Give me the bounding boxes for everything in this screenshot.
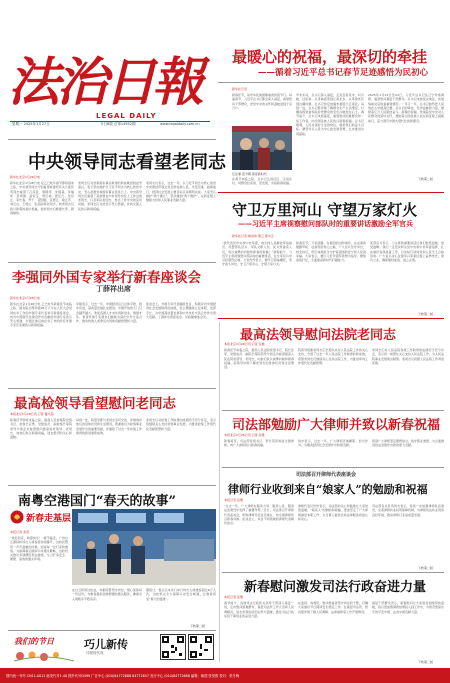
court-byline: 本报北京1月26日讯 记者 张晨 xyxy=(224,342,265,346)
promo-flowers xyxy=(14,648,74,662)
guard-body-3: 某部官兵表示，习主席的重要讲话让我们倍感温暖、倍受鼓舞。我们一定坚决听从党中央和中央军委指挥，扎实做好各项战备工作，以实际行动向党和人民交上合格答卷。广大官兵决心在强军兴军新征程上奋勇争先，建功立业，确保随时能战、战之必胜。 xyxy=(370,241,444,263)
lead-body-3: 岁末年初，总书记深入基层，走进百姓家中，问冷暖、话家常。从雪域高原到江南水乡，从革命老区到边疆村寨，总书记的足迹遍布祖国大江南北。每到一处，总书记都详细了解群众生产生活情况，叮嘱各级党委和政府把群众的安危冷暖放在心上。春节前夕，总书记来到基层，看望慰问困难群众和一线工作者，向全国各族人民致以新春祝福。总书记强调，人民对美好生活的向往，就是我们的奋斗目标。要坚持以人民为中心的发展思想，扎实推进共同富裕。 xyxy=(296,93,364,136)
procuratorate-byline: 本报北京1月26日讯 记者 董凡超 xyxy=(10,412,54,416)
inspection-body-1: 春节前夕，各地司法行政机关领导干部深入基层一线，走访慰问困难群众、基层司法所工作人员和人民调解员，送去党和政府的关怀与温暖，激发司法行政系统干事创业的奋进力量。 xyxy=(224,601,294,618)
premier-byline: 新华社北京1月26日电 xyxy=(10,296,40,300)
lead-body-2: 在春节来临之际，总书记走进社区、走进乡村，同群众拉家常、话发展，共叙新春祝福。 xyxy=(232,177,292,186)
leaders-headline: 中央领导同志看望老同志 xyxy=(28,152,226,173)
footer-text: 国内统一刊号 CN11-0012 邮发代号1-40 国外代号D499 广告中心 (010)84772688 84772657 发行中心 (010)84772688 编辑：柴国 张昊维 校对：张冬梅 xyxy=(6,674,240,678)
qr-code-2[interactable] xyxy=(188,634,214,660)
guangdong-kicker: 新春走基层 xyxy=(10,509,66,525)
issue-date: 星期一 2025年1月27日 xyxy=(12,122,50,126)
guangdong-body-3: 据统计，春运以来该口岸日均出入境旅客超过6万人次，边检机关全力保障口岸安全畅通，让旅客感受“春天的温暖”。 xyxy=(146,588,216,601)
lawyers-byline: 本报记者 张维 xyxy=(224,498,243,502)
inspection-more[interactable]: 下转第二版 xyxy=(418,660,434,664)
guard-headline: 守卫万里河山 守望万家灯火 xyxy=(232,201,418,219)
premier-body-2: 李强表示，过去一年，中国经济运行总体平稳、稳中有进，高质量发展扎实推进。中国开放的大门只会越开越大，欢迎各国人才来华创新创业、施展才华。希望外国专家朋友们继续为深化中外交流合作、推动构建人类命运共同体贡献智慧和力量。 xyxy=(76,302,142,324)
qr-code-1[interactable] xyxy=(160,634,186,660)
lawyers-body-1: “过去一年，广大律师在服务大局、服务人民、服务法治建设中发挥了重要作用。”近日，司法部召开律师代表座谈会，听取律师代表意见建议，向全国律师致以新春问候。座谈会上，来自不同领域的律师代表畅所欲言。 xyxy=(224,504,294,526)
leaders-body-1: 新华社北京1月26日电 在乙巳蛇年春节即将到来之际，中央领导同志分别看望或委托有关方面负责同志看望了江泽民、胡锦涛、朱镕基、李瑞环、吴邦国、温家宝、贾庆林、曾庆红、吴官正、李长春、罗干、贺国强、张德江、俞正声、刘云山、王岐山、张高丽等老同志，向老同志们致以新春的美好祝福，祝老同志们健康长寿、新春愉快。 xyxy=(10,181,74,216)
lead-subheadline: ——循着习近平总书记春节足迹感悟为民初心 xyxy=(258,68,429,78)
spring-icon xyxy=(10,509,24,525)
inspection-headline: 新春慰问激发司法行政奋进力量 xyxy=(244,580,427,595)
court-body-3: 老同志们对人民法院各项工作取得的成绩给予充分肯定，表示将一如既往关心支持人民法院工作，为人民法院事业发展建言献策。老同志们祝愿人民法院工作再创佳绩。 xyxy=(372,348,444,365)
premier-subheadline: 丁薛祥出席 xyxy=(96,284,131,293)
promo-title: 巧儿新传 xyxy=(84,638,128,651)
lawyers-more[interactable]: 下转第二版 xyxy=(418,566,434,570)
justice-body-3: 希望广大律师坚定理想信念，恪守职业道德，为全面推进依法治国作出新的更大贡献。 xyxy=(372,439,444,448)
masthead-english: LEGAL DAILY xyxy=(96,112,157,120)
court-body-1: 新春佳节来临之际，最高人民法院党组书记、院长张军，党组成员、副院长等院领导分别走访看望最高人民法院老领导、老同志，向他们致以诚挚问候和新春祝福。院领导详细了解老同志的身体状况和生活情况。 xyxy=(224,348,294,370)
promo-subtitle: 评剧现代戏 xyxy=(86,651,104,655)
justice-body-2: 信中表示，过去一年，广大律师忠诚履职、担当作为，为服务经济社会发展作出积极贡献。 xyxy=(298,439,368,448)
premier-body-1: 新华社北京1月26日电 乙巳蛇年新春佳节来临之际，国务院总理李强26日下午在人民大会堂同在华工作的外国专家代表举行新春座谈会，向为中国现代化建设作出贡献的外国专家表示衷心感谢，并通过他们向在华工作的所有外国专家及家属致以新春祝福。 xyxy=(10,302,72,328)
leaders-body-3: 老同志们表示，过去一年，以习近平同志为核心的党中央团结带领全党全国各族人民，攻坚克难、砥砺前行，经济社会发展主要目标任务顺利完成。大家衷心拥护“两个确立”，坚决做到“两个维护”，在新征程上继续为党和人民事业贡献力量。 xyxy=(146,181,216,203)
lead-more[interactable]: 下转第二版 xyxy=(418,177,434,181)
guangdong-photo xyxy=(72,509,216,585)
guard-more[interactable]: 下转第二版 xyxy=(418,312,434,316)
guangdong-body-2: 在白云机场边检站，执勤民警坚守岗位，细心查验每一份证件，为旅客提供高效便捷的通关服务，确保出入境秩序平稳有序。 xyxy=(72,588,142,601)
footer-bar xyxy=(0,668,450,683)
leaders-body-2: 老同志们对党和国家事业取得的新成就感到由衷高兴，表示坚决拥护以习近平同志为核心的党中央，衷心祝愿党和国家事业蒸蒸日上。中央领导同志还看望了其他曾在中央领导岗位上工作过的老同志，以及军队老同志，转达了党中央的亲切问候。老同志们对此表示衷心感谢，并向全国人民致以新春祝福。 xyxy=(78,181,142,211)
lead-photo xyxy=(232,126,292,170)
procuratorate-body-2: 每到一处，院领导都与老同志亲切交谈，详细询问他们的身体状况和生活情况，感谢他们为检察事业发展作出的重要贡献，并通报了过去一年检察工作取得的新进展新成效。 xyxy=(76,418,142,435)
lawyers-headline: 律师行业收到来自“娘家人”的勉励和祝福 xyxy=(228,483,428,496)
website[interactable]: www.legaldaily.com.cn xyxy=(160,122,200,126)
guard-subheadline: ——习近平主席视察慰问部队时的重要讲话激励全军官兵 xyxy=(238,219,413,228)
guard-body-2: 新春佳节，万家团圆。在祖国的边防哨所、在远海的舰艇甲板、在高原的雪山之巅，广大官兵坚守岗位，枕戈待旦，用忠诚和担当守护着祖国的安宁和人民的幸福。大家表示，要以习近平强军思想为指导，聚焦备战打仗，全面提高新时代打赢能力。 xyxy=(296,241,366,263)
procuratorate-body-3: 老同志们对检察工作取得的成绩给予充分肯定，表示将继续关心支持检察事业发展，为推进检察工作现代化贡献智慧和力量。 xyxy=(146,418,216,431)
lawyers-kicker: 司法部召开律师代表座谈会 xyxy=(296,472,357,478)
issue-info: 今日8版 总第14952期 xyxy=(100,122,136,126)
procuratorate-headline: 最高检领导看望慰问老同志 xyxy=(14,396,176,412)
guangdong-more[interactable]: 下转第二版 xyxy=(190,624,206,628)
lead-byline: 新华社记者 xyxy=(232,87,248,91)
guard-body-1: “我代表党中央和中央军委，向全体人民解放军指战员、武警部队官兵、军队文职人员、民兵预备役人员，致以诚挚的问候和新春的祝福！”新春前夕，习近平主席视察慰问部队时的重要讲话，在全军官兵中引起强烈反响。大家纷纷表示，要牢记领袖嘱托，坚守战斗岗位，守卫万里河山，守望万家灯火。 xyxy=(222,241,292,267)
inspection-body-2: 在监狱、戒毒所，慰问组看望坚守岗位的干警，叮嘱大家做好节日期间安全稳定工作。在基层司法所，慰问组详细了解人民调解、法律援助等工作开展情况。 xyxy=(298,601,368,614)
lawyers-body-2: 律师代表们纷纷表示，司法部的关心和鼓励让大家倍感温暖。“娘家人”的勉励和祝福，更加坚定了广大律师做好本职工作、为当事人提供优质法律服务的信心和决心。 xyxy=(298,504,368,521)
court-headline: 最高法领导慰问法院老同志 xyxy=(240,328,397,343)
inspection-body-3: 基层干部群众表示，新春慰问让大家感受到组织的温暖，将以更加饱满的热情投入到工作中，为建设更高水平的平安中国、法治中国贡献力量。 xyxy=(372,601,444,614)
flower-icon xyxy=(14,649,74,663)
justice-byline: 本报北京1月26日讯 记者 张维 xyxy=(224,433,265,437)
guard-byline: 新华社记者 梅常伟 黎云 郭中正 xyxy=(232,234,274,238)
court-body-2: 院领导感谢老同志们长期以来对人民法院工作的关心支持，介绍了过去一年人民法院工作取得的新成效，希望老同志们继续关心支持法院工作，为推进审判工作现代化贡献智慧。 xyxy=(298,348,368,365)
justice-headline: 司法部勉励广大律师并致以新春祝福 xyxy=(232,418,441,433)
leaders-byline: 新华社北京1月26日电 xyxy=(10,175,40,179)
procuratorate-body-1: 新春佳节即将来临之际，最高人民检察院党组书记、检察长应勇，党组成员、副检察长等院领导分别走访看望慰问最高检老领导、老同志，向他们致以新春祝福，送去组织的关心和温暖。 xyxy=(10,418,72,440)
guangdong-body-1: “欢迎回家，新春快乐！”春节临近，广州白云国际机场出入境客流持续攀升，边检民警用一声声温暖的问候，迎接每一位归家的旅客。为保障春运期间口岸通关顺畅，边检机关推出多项便民利企措施，全力打造安全、便捷、高效的通关环境。 xyxy=(10,536,68,562)
premier-body-3: 座谈会上，外国专家代表踊跃发言，积极评价中国经济社会发展取得的成就，表示愿继续立足本职、发挥专长，为中国高质量发展和中外友好交流合作作出更大贡献。丁薛祥出席座谈会。吴政隆参加会见。 xyxy=(146,302,216,319)
lead-body: 新春佳节，是中华民族最隆重的传统节日。每逢春节，习近平总书记都会深入基层，看望慰问干部群众，把党中央的关怀和温暖送到千家万户。 xyxy=(232,93,292,110)
lead-photo-caption: 忆往事·话今朝·喜迎新时代 xyxy=(232,172,267,176)
justice-body-1: 新春将至，司法部党组书记、部长贺荣致信全国律师，向广大律师致以新春祝福。 xyxy=(224,439,294,448)
lead-body-4: 2025年1月23日至24日，习近平总书记在辽宁考察调研，看望慰问基层干部群众。总书记来到受灾地区，实地察看灾后恢复重建情况。一年又一年，总书记始终把人民放在心中最高位置。总书记的牵挂，化作温暖的力量，激励着亿万人民团结奋斗。新春的祝福，传递着党中央对人民群众的深切关怀，激励着全国各族人民在新征程上砥砺前行，奋力谱写中国式现代化的新篇章。 xyxy=(368,93,444,123)
guangdong-headline: 南粤空港国门“春天的故事” xyxy=(18,494,176,509)
lead-headline: 最暖心的祝福，最深切的牵挂 xyxy=(232,48,428,66)
premier-headline: 李强同外国专家举行新春座谈会 xyxy=(12,270,201,286)
guangdong-byline: 本报记者 邓君 xyxy=(10,530,29,534)
lawyers-body-3: 司法部有关负责同志表示，将进一步加强律师队伍建设，完善律师执业权利保障机制，为律师依法执业创造良好环境，推动律师行业高质量发展。 xyxy=(372,504,444,517)
inspection-byline: 本报记者 张维 xyxy=(224,595,243,599)
promo-label: 我们的节日 xyxy=(14,636,54,646)
masthead-logo: 法治日報 xyxy=(8,52,201,113)
